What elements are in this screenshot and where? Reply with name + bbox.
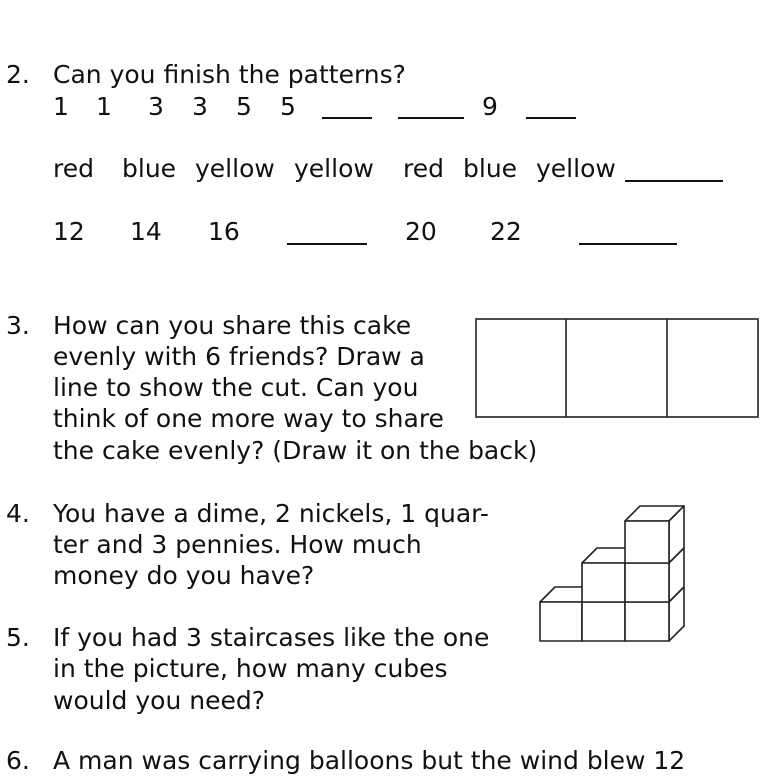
pattern1-item: 5 (280, 92, 296, 121)
q5-number: 5. (6, 623, 30, 652)
pattern2-item: yellow (195, 154, 275, 183)
pattern3-item: 12 (53, 217, 85, 246)
pattern2-item: blue (463, 154, 518, 183)
pattern2-item: blue (122, 154, 177, 183)
pattern3-item: 20 (405, 217, 437, 246)
q5-line: If you had 3 staircases like the one (53, 623, 490, 652)
pattern1-item: 3 (192, 92, 208, 121)
pattern3-item: 14 (130, 217, 162, 246)
q3-line: evenly with 6 friends? Draw a (53, 342, 425, 371)
q6-line: A man was carrying balloons but the wind blew 12 (53, 746, 686, 775)
q4-number: 4. (6, 499, 30, 528)
pattern2-item: yellow (294, 154, 374, 183)
pattern2-item: red (53, 154, 94, 183)
q2-number: 2. (6, 60, 30, 89)
pattern2-item: yellow (536, 154, 616, 183)
q6-number: 6. (6, 746, 30, 775)
q3-line: the cake evenly? (Draw it on the back) (53, 436, 538, 465)
pattern1-item: 3 (148, 92, 164, 121)
pattern2-item: red (403, 154, 444, 183)
pattern3-item: 16 (208, 217, 240, 246)
q3-line: think of one more way to share (53, 404, 444, 433)
pattern3-item: 22 (490, 217, 522, 246)
pattern1-item: 9 (482, 92, 498, 121)
q3-line: line to show the cut. Can you (53, 373, 419, 402)
q3-line: How can you share this cake (53, 311, 412, 340)
q2-prompt: Can you finish the patterns? (53, 60, 406, 89)
q5-line: would you need? (53, 686, 265, 715)
q4-line: money do you have? (53, 561, 315, 590)
q4-line: You have a dime, 2 nickels, 1 quar- (53, 499, 489, 528)
pattern1-item: 1 (96, 92, 112, 121)
pattern1-item: 1 (53, 92, 69, 121)
q4-line: ter and 3 pennies. How much (53, 530, 422, 559)
pattern1-item: 5 (236, 92, 252, 121)
q3-number: 3. (6, 311, 30, 340)
q5-line: in the picture, how many cubes (53, 654, 448, 683)
